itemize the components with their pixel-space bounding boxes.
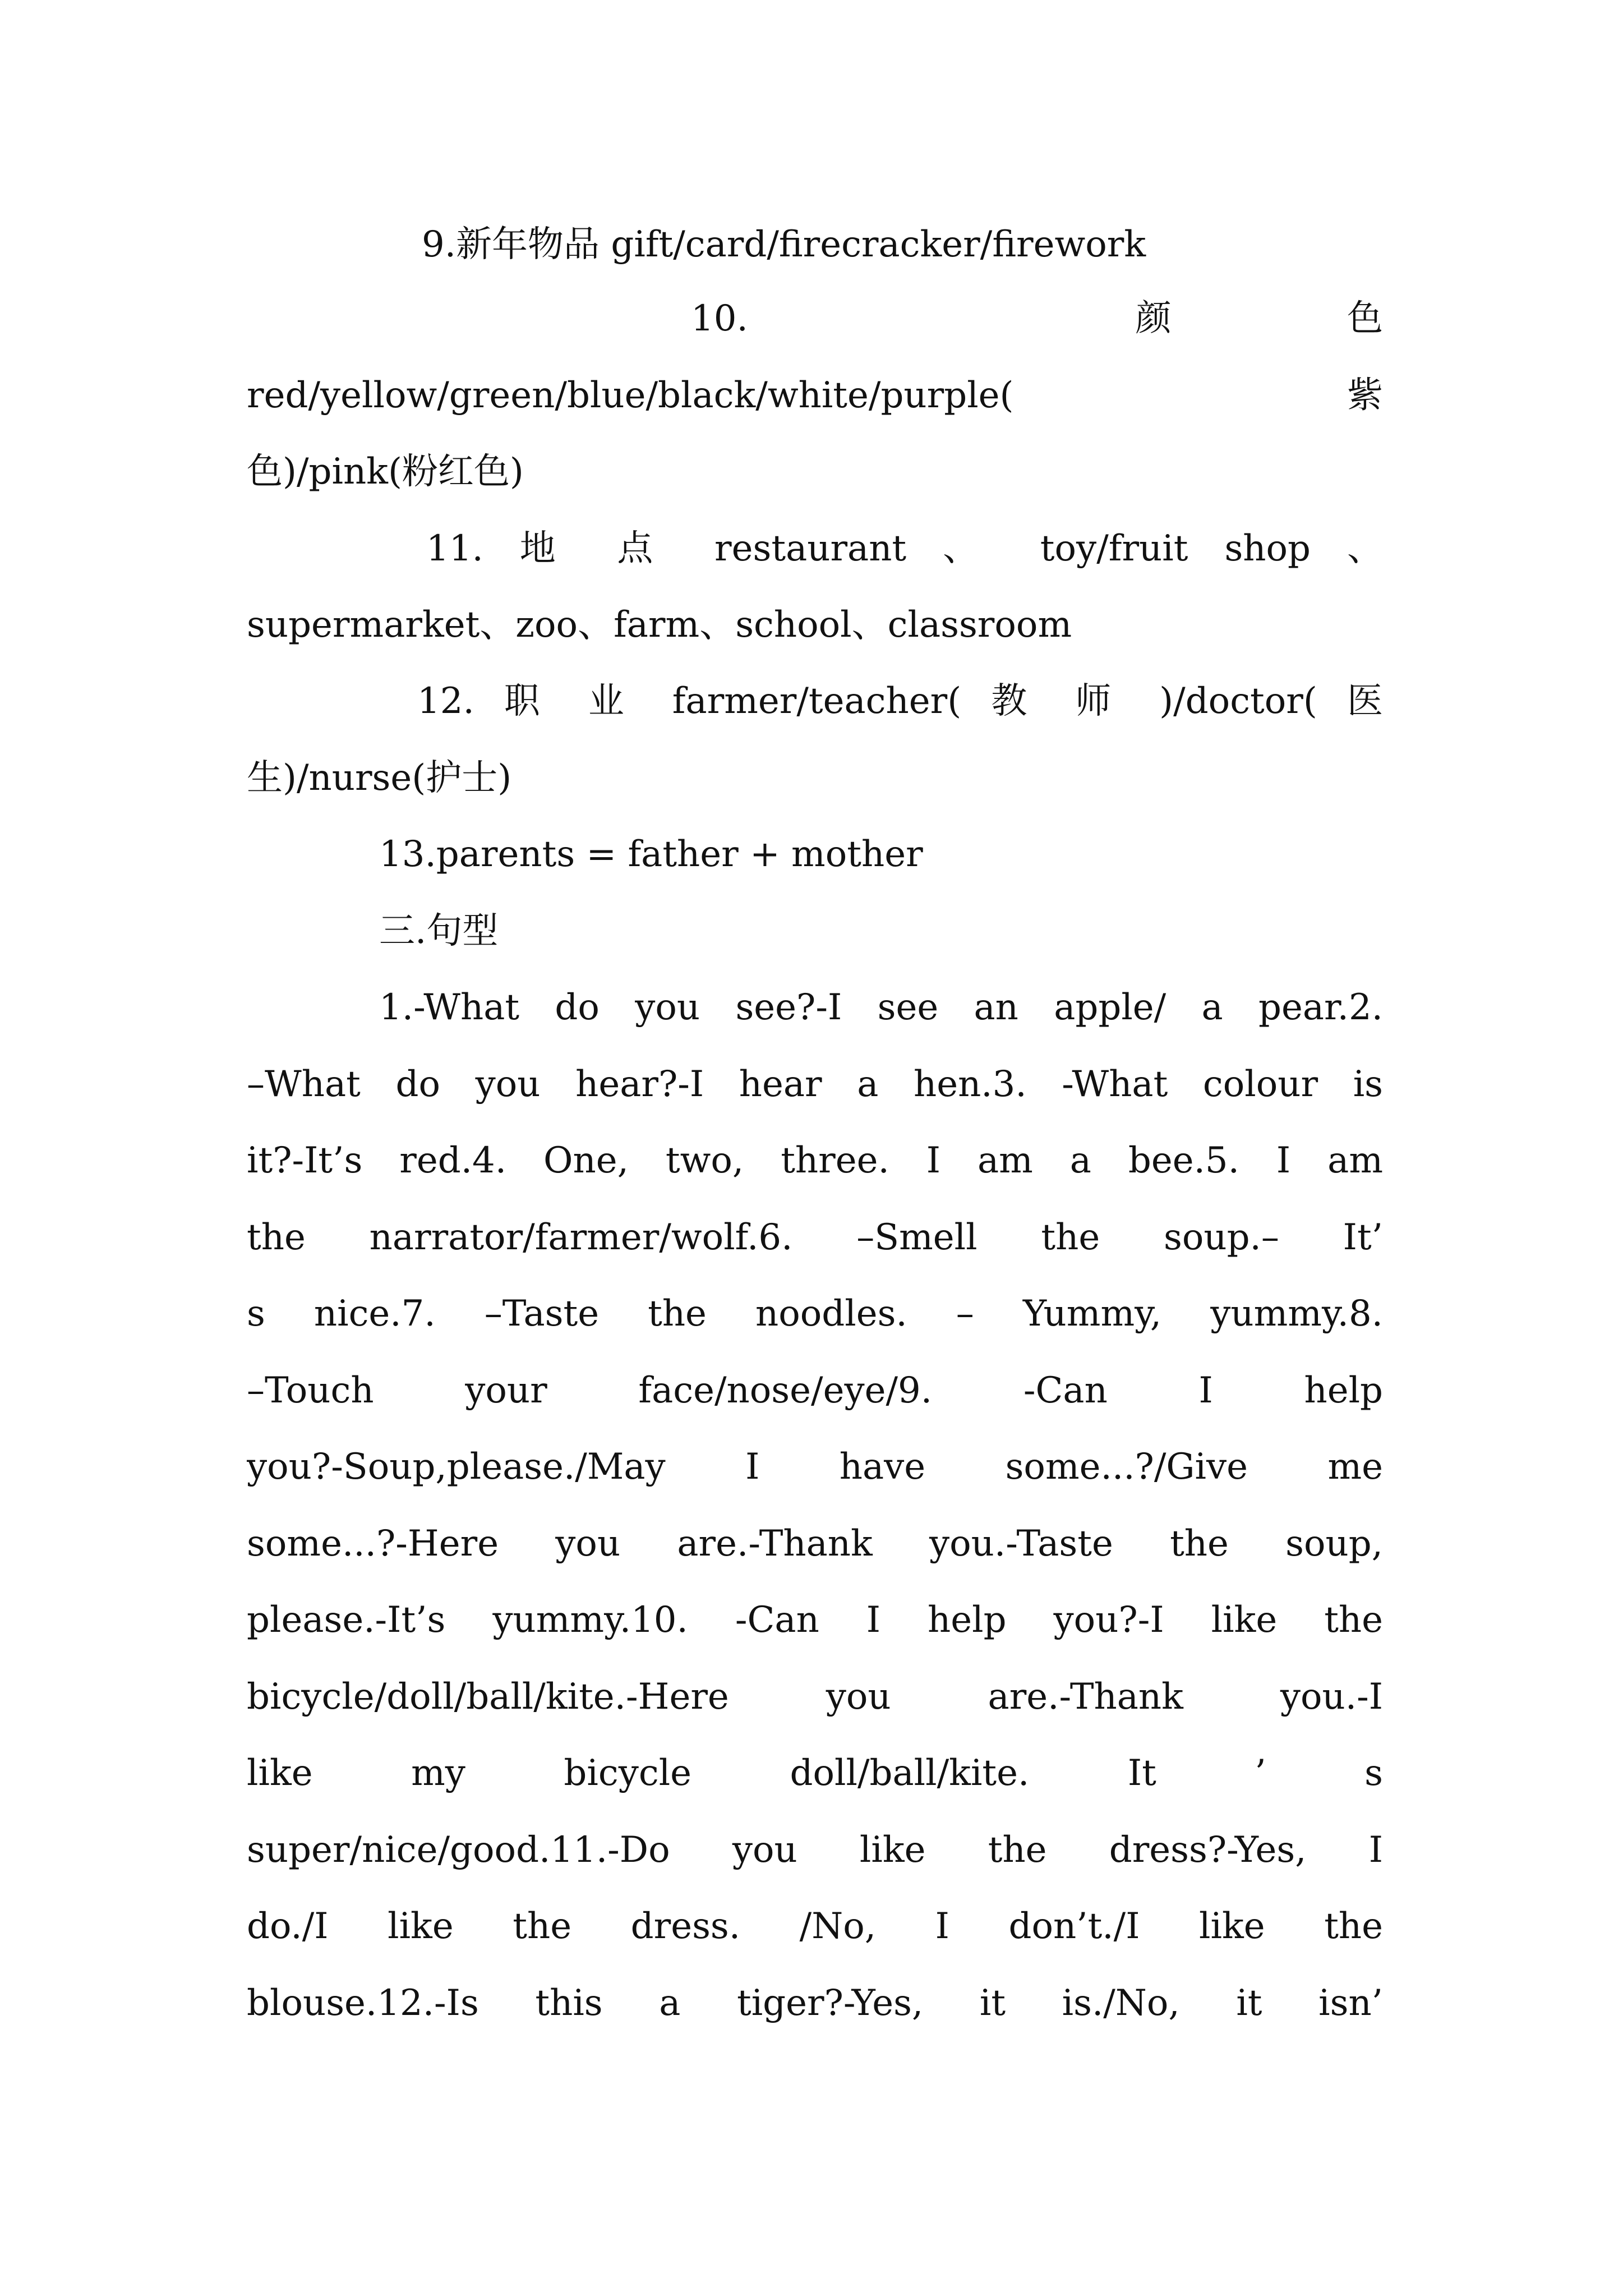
section-heading: 三.句型 <box>379 910 499 952</box>
text-line-4: 色)/pink(粉红色) <box>247 451 524 493</box>
text-line-17: you?-Soup,please./May I have some...?/Give me <box>247 1446 1383 1488</box>
text-line-24: blouse.12.-Is this a tiger?-Yes, it is./No, it isn’ <box>247 1982 1383 2024</box>
text-line-23: do./I like the dress. /No, I don’t./I like the <box>247 1906 1383 1947</box>
text-line-18: some...?-Here you are.-Thank you.-Taste the soup, <box>247 1523 1383 1565</box>
text-line-21: like my bicycle doll/ball/kite. It ’ s <box>247 1752 1383 1794</box>
text-line-1: 9.新年物品 gift/card/firecracker/firework <box>422 224 1146 265</box>
text-line-15: s nice.7. –Taste the noodles. – Yummy, yummy.8. <box>247 1293 1383 1335</box>
text-line-12: –What do you hear?-I hear a hen.3. -What colour is <box>247 1064 1383 1105</box>
text-line-11: 1.-What do you see?-I see an apple/ a pear.2. <box>379 987 1383 1028</box>
text-line-3: red/yellow/green/blue/black/white/purple( 紫 <box>247 375 1383 416</box>
text-line-20: bicycle/doll/ball/kite.-Here you are.-Thank you.-I <box>247 1676 1383 1718</box>
text-line-22: super/nice/good.11.-Do you like the dress?-Yes, I <box>247 1829 1383 1871</box>
text-line-16: –Touch your face/nose/eye/9. -Can I help <box>247 1370 1383 1411</box>
text-line-19: please.-It’s yummy.10. -Can I help you?-I like the <box>247 1599 1383 1641</box>
text-line-5: 11. 地 点 restaurant 、 toy/fruit shop 、 <box>426 528 1383 569</box>
text-line-8: 生)/nurse(护士) <box>247 757 512 799</box>
text-line-13: it?-It’s red.4. One, two, three. I am a bee.5. I am <box>247 1140 1383 1181</box>
text-line-14: the narrator/farmer/wolf.6. –Smell the soup.– It’ <box>247 1217 1383 1258</box>
text-line-9: 13.parents = father + mother <box>379 834 923 875</box>
text-line-6: supermarket、zoo、farm、school、classroom <box>247 604 1072 646</box>
text-line-2: 10. 颜 色 <box>691 298 1383 339</box>
text-line-7: 12. 职 业 farmer/teacher( 教 师 )/doctor( 医 <box>417 680 1383 722</box>
